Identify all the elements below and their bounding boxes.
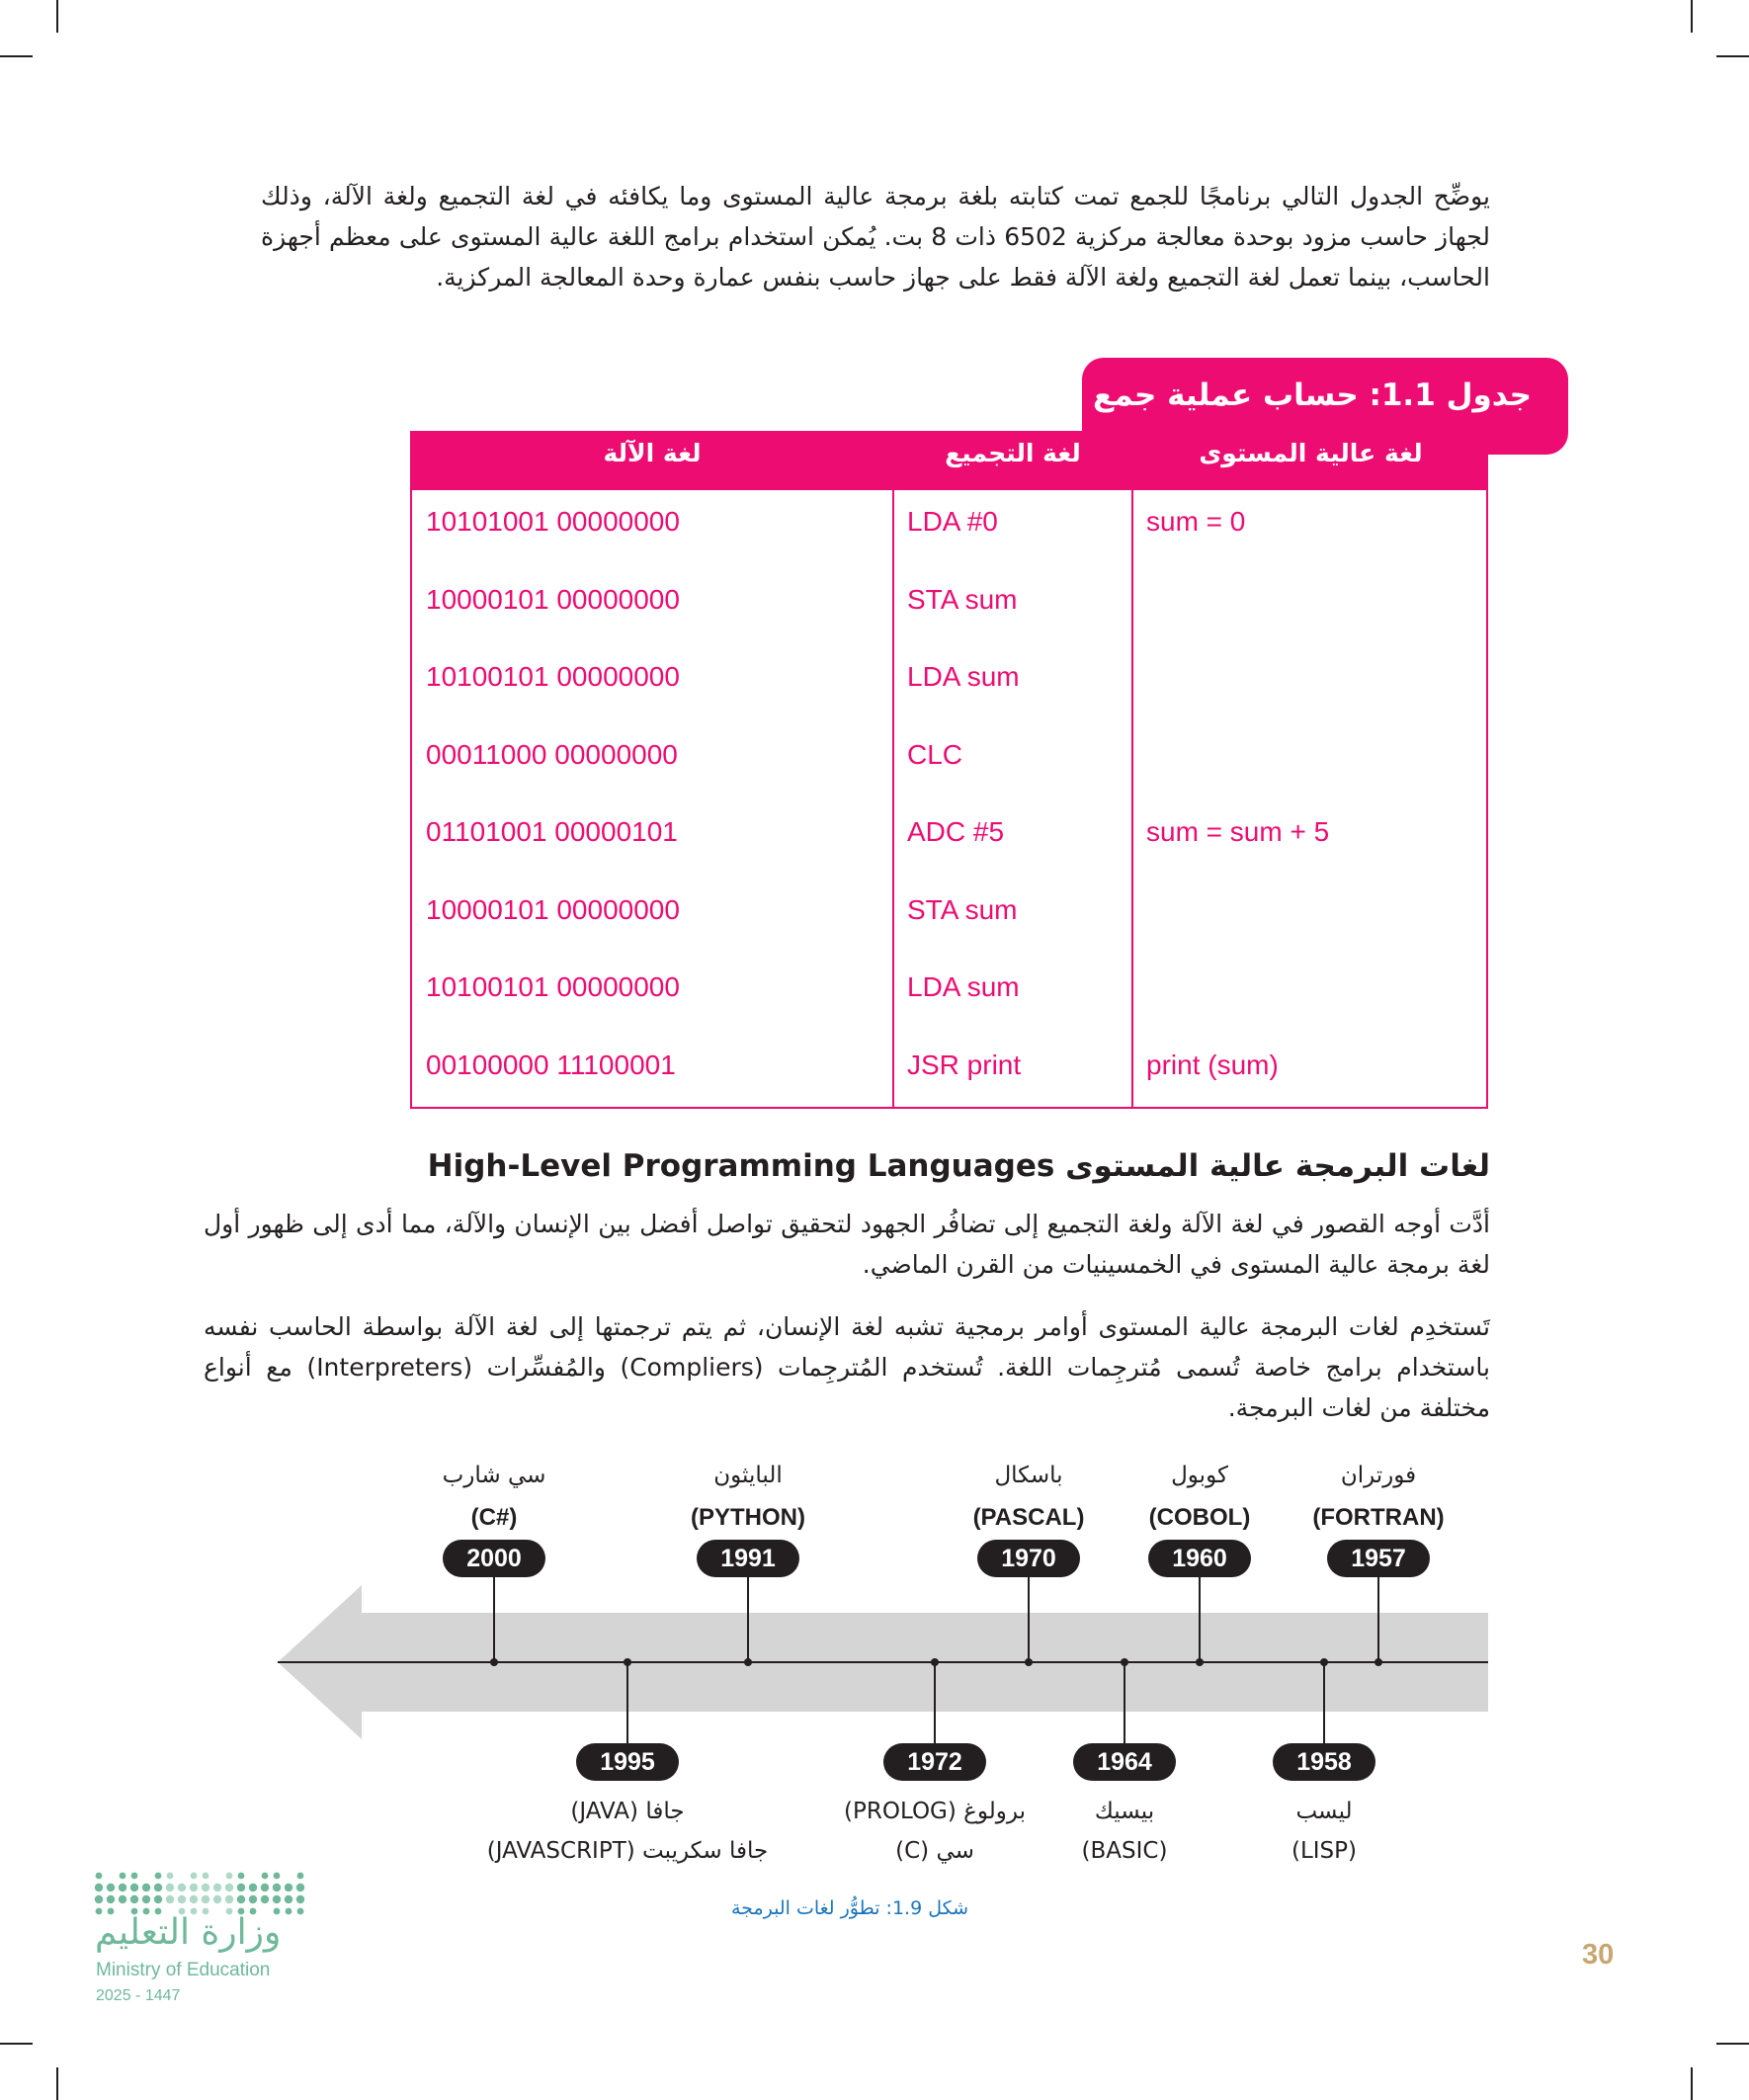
crop-mark — [1691, 2067, 1693, 2100]
intro-paragraph: يوضِّح الجدول التالي برنامجًا للجمع تمت كتابته بلغة برمجة عالية المستوى وما يكافئه في لغة التجميع ولغة الآلة، وذلك لجهاز حاسب مزود بوحدة معالجة مركزية 6502 ذات 8 بت. يُمكن استخدام برامج اللغة عالية المستوى على معظم أجهزة الحاسب، بينما تعمل لغة التجميع ولغة الآلة فقط على جهاز حاسب بنفس عمارة وحدة المعالجة المركزية. — [261, 182, 1491, 292]
crop-mark — [1716, 2043, 1749, 2045]
header-assembly: لغة التجميع — [945, 439, 1081, 467]
timeline-stem — [747, 1577, 749, 1662]
table-caption: جدول 1.1: حساب عملية جمع — [1093, 378, 1532, 413]
timeline-label-line2: (LISP) — [1291, 1838, 1358, 1864]
timeline-year-badge: 2000 — [443, 1540, 545, 1577]
timeline-dot — [1320, 1658, 1328, 1666]
crop-mark — [56, 0, 58, 33]
timeline-stem — [626, 1662, 628, 1743]
timeline-year-badge: 1957 — [1327, 1540, 1430, 1577]
cell-machine: 00100000 11100001 — [426, 1049, 676, 1080]
timeline-year-badge: 1964 — [1073, 1743, 1176, 1781]
timeline-label-line1: برولوغ (PROLOG) — [844, 1799, 1026, 1824]
figure-caption: شكل 1.9: تطوُّر لغات البرمجة — [731, 1897, 968, 1919]
cell-high-level: sum = 0 — [1146, 506, 1246, 537]
cell-assembly: LDA sum — [907, 661, 1020, 692]
cell-assembly: LDA #0 — [907, 506, 998, 537]
timeline-label-line1: بيسيك — [1094, 1799, 1155, 1824]
timeline-label-arabic: باسكال — [994, 1463, 1063, 1488]
ministry-year: 2025 - 1447 — [96, 1987, 181, 2004]
cell-assembly: LDA sum — [907, 971, 1020, 1002]
cell-assembly: STA sum — [907, 893, 1018, 925]
cell-assembly: JSR print — [907, 1049, 1022, 1080]
section-paragraph-2: تَستخدِم لغات البرمجة عالية المستوى أوامر برمجية تشبه لغة الإنسان، ثم يتم ترجمتها إلى لغة الآلة بواسطة الحاسب نفسه باستخدام برامج خاصة تُسمى مُترجِمات اللغة. تُستخدم المُترجِمات (Compliers) والمُفسِّرات (Interpreters) مع أنواع مختلفة من لغات البرمجة. — [204, 1312, 1490, 1422]
timeline-year-badge: 1995 — [576, 1743, 679, 1781]
ministry-name-english: Ministry of Education — [96, 1960, 271, 1980]
timeline-label-english: (C#) — [470, 1504, 518, 1531]
table-row — [412, 661, 1488, 738]
header-high-level: لغة عالية المستوى — [1199, 439, 1423, 467]
timeline-dot — [1025, 1658, 1033, 1666]
timeline-dot — [1121, 1658, 1128, 1666]
timeline-label-english: (COBOL) — [1148, 1504, 1251, 1531]
cell-high-level: sum = sum + 5 — [1146, 816, 1330, 847]
table-row — [412, 1050, 1488, 1127]
timeline-figure — [0, 1463, 1749, 1878]
cell-assembly: STA sum — [907, 583, 1018, 615]
table-row — [412, 971, 1488, 1049]
cell-high-level: print (sum) — [1146, 1049, 1279, 1080]
timeline-label-arabic: سي شارب — [442, 1463, 546, 1488]
timeline-stem — [493, 1577, 495, 1662]
table-row — [412, 739, 1488, 816]
timeline-stem — [934, 1662, 936, 1743]
crop-mark — [0, 2043, 33, 2045]
timeline-stem — [1323, 1662, 1325, 1743]
timeline-dot — [624, 1658, 631, 1666]
header-machine: لغة الآلة — [603, 439, 702, 467]
cell-machine: 10000101 00000000 — [426, 893, 680, 925]
timeline-dot — [1196, 1658, 1204, 1666]
timeline-label-line1: ليسب — [1295, 1799, 1353, 1824]
timeline-dot — [931, 1658, 939, 1666]
timeline-year-badge: 1970 — [977, 1540, 1080, 1577]
cell-machine: 10000101 00000000 — [426, 583, 680, 615]
timeline-dot — [490, 1658, 498, 1666]
crop-mark — [0, 55, 33, 57]
timeline-label-arabic: كوبول — [1171, 1463, 1228, 1488]
cell-machine: 10101001 00000000 — [426, 506, 680, 537]
table-header — [412, 431, 1488, 490]
timeline-stem — [1199, 1577, 1201, 1662]
page-number: 30 — [1582, 1939, 1615, 1971]
code-table — [410, 431, 1488, 1109]
table-row — [412, 894, 1488, 971]
timeline-label-line2: جافا سكريبت (JAVASCRIPT) — [486, 1838, 769, 1864]
table-row — [412, 584, 1488, 661]
timeline-dot — [744, 1658, 752, 1666]
cell-machine: 10100101 00000000 — [426, 661, 680, 692]
timeline-label-line1: جافا (JAVA) — [570, 1799, 685, 1824]
timeline-stem — [1377, 1577, 1379, 1662]
section-title: لغات البرمجة عالية المستوى High-Level Programming Languages — [427, 1148, 1490, 1184]
timeline-year-badge: 1958 — [1273, 1743, 1375, 1781]
timeline-label-line2: سي (C) — [895, 1838, 974, 1864]
timeline-year-badge: 1991 — [697, 1540, 799, 1577]
timeline-stem — [1124, 1662, 1125, 1743]
cell-assembly: CLC — [907, 738, 963, 770]
crop-mark — [1716, 55, 1749, 57]
crop-mark — [56, 2067, 58, 2100]
timeline-year-badge: 1960 — [1148, 1540, 1251, 1577]
timeline-stem — [1028, 1577, 1030, 1662]
ministry-name-arabic: وزارة التعليم — [95, 1912, 282, 1953]
timeline-year-badge: 1972 — [883, 1743, 986, 1781]
timeline-label-arabic: البايثون — [713, 1463, 783, 1488]
section-paragraph-1: أدَّت أوجه القصور في لغة الآلة ولغة التجميع إلى تضافُر الجهود لتحقيق تواصل أفضل بين الإنسان والآلة، مما أدى إلى ظهور أول لغة برمجة عالية المستوى في الخمسينيات من القرن الماضي. — [204, 1210, 1490, 1279]
table-row — [412, 506, 1488, 583]
timeline-label-line2: (BASIC) — [1081, 1838, 1168, 1864]
timeline-dot — [1374, 1658, 1382, 1666]
cell-machine: 00011000 00000000 — [426, 738, 678, 770]
cell-machine: 01101001 00000101 — [426, 816, 678, 847]
timeline-label-english: (PASCAL) — [972, 1504, 1085, 1531]
timeline-label-arabic: فورتران — [1340, 1463, 1417, 1488]
timeline-label-english: (PYTHON) — [691, 1504, 805, 1531]
cell-machine: 10100101 00000000 — [426, 971, 680, 1002]
table-row — [412, 816, 1488, 893]
crop-mark — [1691, 0, 1693, 33]
cell-assembly: ADC #5 — [907, 816, 1005, 847]
timeline-label-english: (FORTRAN) — [1312, 1504, 1445, 1531]
